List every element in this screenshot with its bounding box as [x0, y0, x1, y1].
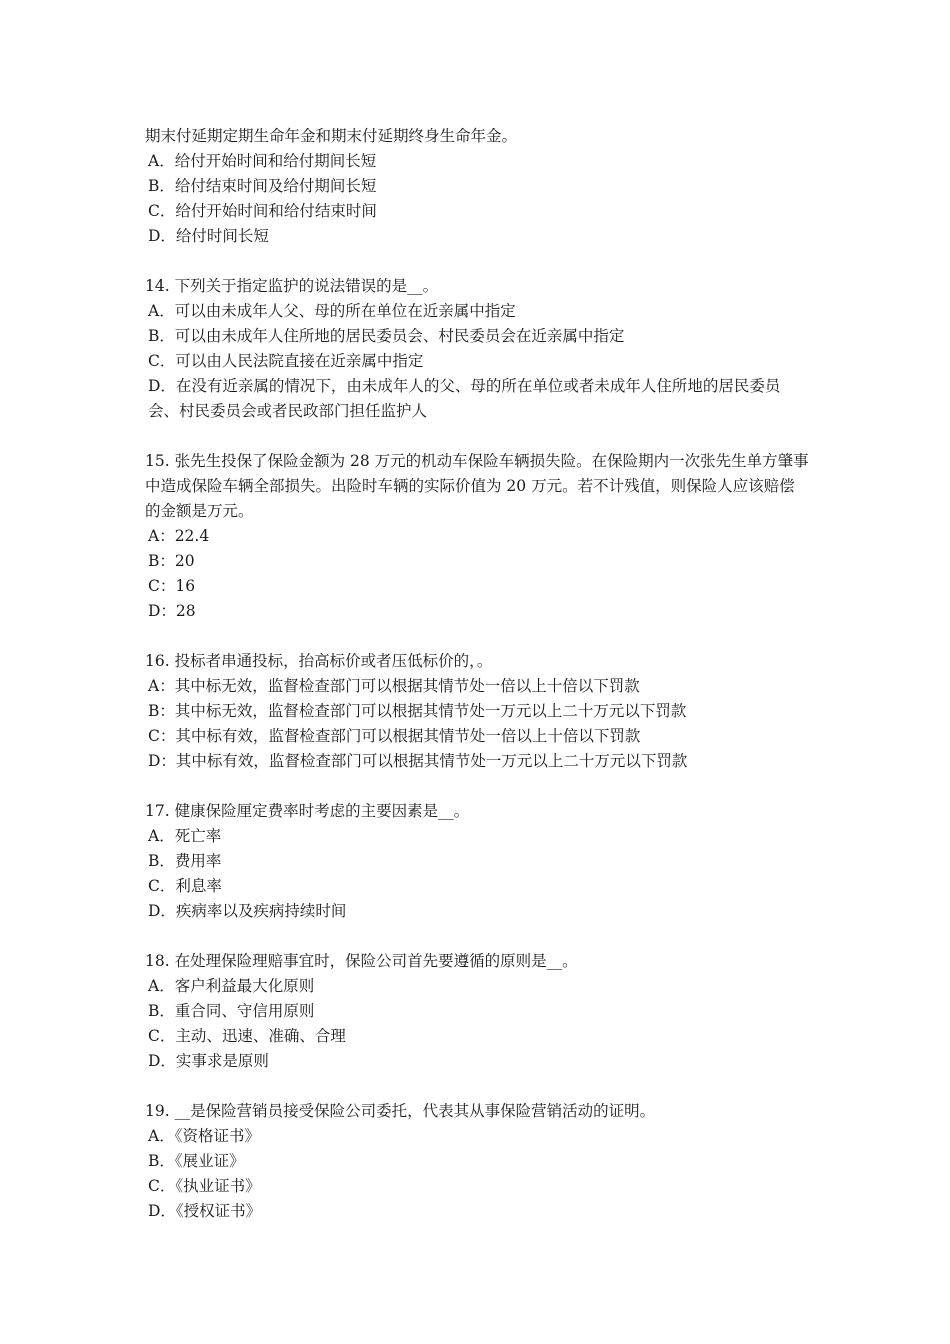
question-17 [145, 799, 815, 924]
question-14-stem: 14. 下列关于指定监护的说法错误的是__。 [145, 277, 439, 295]
question-19-stem: 19. __是保险营销员接受保险公司委托，代表其从事保险营销活动的证明。 [145, 1102, 656, 1120]
question-14-option-a: A．可以由未成年人父、母的所在单位在近亲属中指定 [148, 302, 516, 320]
question-19-option-d: D．《授权证书》 [148, 1202, 262, 1220]
question-15 [145, 449, 815, 624]
question-17-option-d: D．疾病率以及疾病持续时间 [148, 902, 347, 920]
question-15-option-d: D：28 [148, 602, 196, 620]
question-14-option-b: B．可以由未成年人住所地的居民委员会、村民委员会在近亲属中指定 [148, 327, 625, 345]
question-13-option-a: A．给付开始时间和给付期间长短 [148, 152, 377, 170]
question-13-stem-tail: 期末付延期定期生命年金和期末付延期终身生命年金。 [145, 127, 518, 145]
question-19 [145, 1099, 815, 1224]
question-16-option-d: D：其中标有效，监督检查部门可以根据其情节处一万元以上二十万元以下罚款 [148, 752, 688, 770]
question-16-stem: 16. 投标者串通投标，抬高标价或者压低标价的，。 [145, 652, 493, 670]
document-page [145, 124, 815, 1249]
question-16-option-a: A：其中标无效，监督检查部门可以根据其情节处一倍以上十倍以下罚款 [148, 677, 640, 695]
question-17-stem: 17. 健康保险厘定费率时考虑的主要因素是__。 [145, 802, 470, 820]
question-15-option-b: B：20 [148, 552, 195, 570]
question-13-option-d: D．给付时间长短 [148, 227, 269, 245]
question-15-option-a: A：22.4 [148, 527, 210, 545]
question-18-option-b: B．重合同、守信用原则 [148, 1002, 315, 1020]
question-18-stem: 18. 在处理保险理赔事宜时，保险公司首先要遵循的原则是__。 [145, 952, 578, 970]
question-15-stem: 15. 张先生投保了保险金额为 28 万元的机动车保险车辆损失险。在保险期内一次张先生单方肇事中造成保险车辆全部损失。出险时车辆的实际价值为 20 万元。若不计残值，则保险人应该赔偿的金额是万元。 [145, 452, 809, 520]
question-13-option-c: C．给付开始时间和给付结束时间 [148, 202, 377, 220]
question-18-option-a: A．客户利益最大化原则 [148, 977, 315, 995]
question-19-option-b: B．《展业证》 [148, 1152, 245, 1170]
question-14-option-d: D．在没有近亲属的情况下，由未成年人的父、母的所在单位或者未成年人住所地的居民委员会、村民委员会或者民政部门担任监护人 [148, 377, 781, 420]
question-16 [145, 649, 815, 774]
question-14-option-c: C．可以由人民法院直接在近亲属中指定 [148, 352, 424, 370]
question-17-option-a: A．死亡率 [148, 827, 222, 845]
question-17-option-c: C．利息率 [148, 877, 222, 895]
question-19-option-c: C．《执业证书》 [148, 1177, 261, 1195]
question-18 [145, 949, 815, 1074]
question-19-option-a: A．《资格证书》 [148, 1127, 260, 1145]
question-17-option-b: B．费用率 [148, 852, 222, 870]
question-14 [145, 274, 815, 424]
question-13-option-b: B．给付结束时间及给付期间长短 [148, 177, 377, 195]
question-16-option-c: C：其中标有效，监督检查部门可以根据其情节处一倍以上十倍以下罚款 [148, 727, 641, 745]
question-13 [145, 124, 815, 249]
question-18-option-d: D．实事求是原则 [148, 1052, 269, 1070]
question-15-option-c: C：16 [148, 577, 196, 595]
question-18-option-c: C．主动、迅速、准确、合理 [148, 1027, 346, 1045]
question-16-option-b: B：其中标无效，监督检查部门可以根据其情节处一万元以上二十万元以下罚款 [148, 702, 687, 720]
